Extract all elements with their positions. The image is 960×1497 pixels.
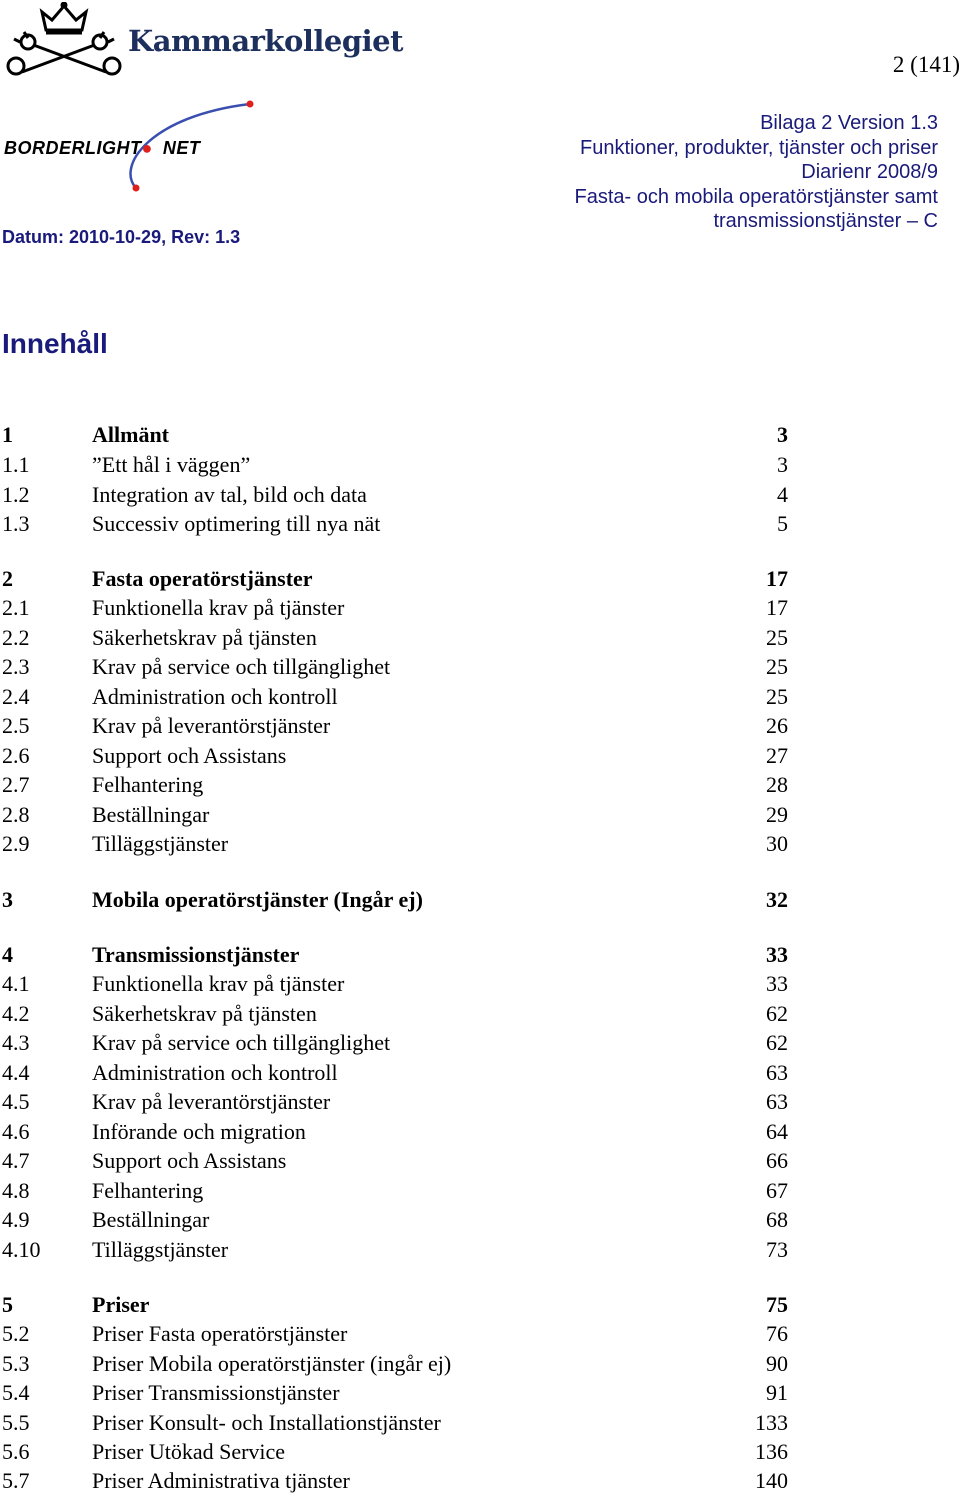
- toc-heading: Innehåll: [2, 328, 108, 359]
- borderlight-dot-icon: ●: [141, 138, 153, 158]
- toc-entry-title: Integration av tal, bild och data: [92, 482, 367, 507]
- toc-entry-title: Fasta operatörstjänster: [92, 566, 313, 591]
- toc-entry-title: Priser: [92, 1292, 150, 1317]
- toc-entry-page: 62: [766, 1001, 788, 1026]
- toc-entry-number: 1.2: [2, 482, 30, 507]
- toc-entry[interactable]: [0, 1088, 788, 1116]
- toc-entry-page: 63: [766, 1060, 788, 1085]
- toc-entry-title: Administration och kontroll: [92, 1060, 338, 1085]
- toc-entry-title: Tilläggstjänster: [92, 1237, 229, 1262]
- toc-entry-page: 4: [777, 482, 788, 507]
- toc-entry-title: Administration och kontroll: [92, 684, 338, 709]
- document-date: Datum: 2010-10-29, Rev: 1.3: [2, 227, 241, 247]
- toc-entry-page: 27: [766, 743, 788, 768]
- toc-entry-page: 136: [755, 1439, 788, 1464]
- toc-entry-title: Priser Fasta operatörstjänster: [92, 1321, 348, 1346]
- toc-entry[interactable]: [0, 1206, 788, 1234]
- toc-entry-number: 5.3: [2, 1351, 30, 1376]
- toc-entry[interactable]: [0, 1467, 788, 1495]
- toc-entry[interactable]: [0, 624, 788, 652]
- toc-entry-number: 2.6: [2, 743, 30, 768]
- toc-entry-number: 4.8: [2, 1178, 30, 1203]
- toc-entry-number: 1.1: [2, 452, 30, 477]
- toc-entry-number: 5.4: [2, 1380, 30, 1405]
- toc-entry-number: 2: [2, 566, 13, 591]
- toc-entry[interactable]: [0, 653, 788, 681]
- borderlight-name: BORDERLIGHT: [4, 138, 142, 158]
- toc-entry-title: Funktionella krav på tjänster: [92, 595, 345, 620]
- toc-entry-page: 33: [766, 971, 788, 996]
- toc-entry-number: 4.2: [2, 1001, 30, 1026]
- toc-entry[interactable]: [0, 565, 788, 593]
- toc-entry[interactable]: [0, 1029, 788, 1057]
- toc-entry-title: Tilläggstjänster: [92, 831, 229, 856]
- toc-entry[interactable]: [0, 1291, 788, 1319]
- toc-entry[interactable]: [0, 801, 788, 829]
- toc-entry[interactable]: [0, 1177, 788, 1205]
- toc-entry-title: Felhantering: [92, 1178, 204, 1203]
- toc-entry-page: 76: [766, 1321, 788, 1346]
- toc-entry-page: 140: [755, 1468, 788, 1493]
- toc-entry-title: Support och Assistans: [92, 1148, 287, 1173]
- header-line: transmissionstjänster – C: [713, 210, 938, 232]
- toc-entry-page: 5: [777, 511, 788, 536]
- toc-entry-number: 2.3: [2, 654, 30, 679]
- toc-entry-title: Priser Administrativa tjänster: [92, 1468, 350, 1493]
- toc-entry-title: Priser Konsult- och Installationstjänster: [92, 1410, 441, 1435]
- toc-entry[interactable]: [0, 712, 788, 740]
- toc-entry-title: Priser Transmissionstjänster: [92, 1380, 340, 1405]
- toc-entry-page: 32: [766, 887, 788, 912]
- toc-entry[interactable]: [0, 594, 788, 622]
- toc-entry-title: Felhantering: [92, 772, 204, 797]
- toc-entry[interactable]: [0, 421, 788, 449]
- toc-entry-page: 33: [766, 942, 788, 967]
- toc-entry-title: Priser Mobila operatörstjänster (ingår ej): [92, 1351, 452, 1376]
- toc-entry-number: 2.5: [2, 713, 30, 738]
- borderlight-net: NET: [162, 138, 201, 158]
- toc-entry[interactable]: [0, 1147, 788, 1175]
- toc-entry[interactable]: [0, 1379, 788, 1407]
- borderlight-logo: [4, 138, 200, 159]
- toc-entry[interactable]: [0, 771, 788, 799]
- header-line: Funktioner, produkter, tjänster och priser: [580, 136, 938, 159]
- toc-entry[interactable]: [0, 941, 788, 969]
- toc-entry-title: Successiv optimering till nya nät: [92, 511, 381, 536]
- document-header-info: [575, 111, 939, 234]
- toc-entry-number: 5.5: [2, 1410, 30, 1435]
- toc-entry-number: 2.7: [2, 772, 30, 797]
- toc-entry[interactable]: [0, 886, 788, 914]
- toc-entry-number: 2.8: [2, 802, 30, 827]
- toc-entry-number: 4.4: [2, 1060, 30, 1085]
- toc-entry-page: 25: [766, 625, 788, 650]
- toc-entry[interactable]: [0, 481, 788, 509]
- toc-entry-page: 64: [766, 1119, 788, 1144]
- toc-entry[interactable]: [0, 970, 788, 998]
- toc-entry[interactable]: [0, 1059, 788, 1087]
- toc-entry-title: Beställningar: [92, 1207, 210, 1232]
- toc-entry[interactable]: [0, 683, 788, 711]
- toc-entry-number: 2.1: [2, 595, 30, 620]
- toc-entry-title: Priser Utökad Service: [92, 1439, 286, 1464]
- toc-entry-number: 5.2: [2, 1321, 30, 1346]
- toc-entry-number: 4.7: [2, 1148, 30, 1173]
- toc-entry-page: 63: [766, 1089, 788, 1114]
- logo-wordmark: Kammarkollegiet: [128, 24, 403, 58]
- toc-entry-title: Support och Assistans: [92, 743, 287, 768]
- kammarkollegiet-logo: [4, 2, 403, 80]
- toc-entry-page: 90: [766, 1351, 788, 1376]
- toc-entry-title: Krav på service och tillgänglighet: [92, 654, 391, 679]
- toc-entry-page: 133: [755, 1410, 788, 1435]
- toc-entry-page: 62: [766, 1030, 788, 1055]
- toc-entry[interactable]: [0, 1350, 788, 1378]
- toc-entry-page: 17: [766, 566, 788, 591]
- toc-entry-number: 3: [2, 887, 13, 912]
- toc-entry-page: 91: [766, 1380, 788, 1405]
- toc-entry-number: 4.6: [2, 1119, 30, 1144]
- toc-entry-page: 25: [766, 684, 788, 709]
- toc-entry-number: 2.2: [2, 625, 30, 650]
- toc-entry[interactable]: [0, 1438, 788, 1466]
- crown-keys-icon: [4, 2, 124, 80]
- toc-entry-title: Transmissionstjänster: [92, 942, 300, 967]
- toc-entry-page: 67: [766, 1178, 788, 1203]
- toc-entry[interactable]: [0, 1320, 788, 1348]
- toc-entry[interactable]: [0, 830, 788, 858]
- toc-entry[interactable]: [0, 451, 788, 479]
- toc-entry[interactable]: [0, 1000, 788, 1028]
- toc-entry-title: Funktionella krav på tjänster: [92, 971, 345, 996]
- toc-entry-title: Allmänt: [92, 422, 169, 447]
- toc-entry-page: 75: [766, 1292, 788, 1317]
- toc-entry-page: 3: [777, 452, 788, 477]
- toc-entry-page: 26: [766, 713, 788, 738]
- header-line: Bilaga 2 Version 1.3: [760, 112, 938, 134]
- toc-entry-title: Införande och migration: [92, 1119, 306, 1144]
- toc-entry-number: 2.4: [2, 684, 30, 709]
- toc-entry-page: 25: [766, 654, 788, 679]
- toc-entry-number: 4.1: [2, 971, 30, 996]
- toc-entry-page: 66: [766, 1148, 788, 1173]
- toc-entry-title: ”Ett hål i väggen”: [92, 452, 251, 477]
- toc-entry[interactable]: [0, 510, 788, 538]
- toc-entry-title: Krav på leverantörstjänster: [92, 1089, 331, 1114]
- toc-entry-number: 4.9: [2, 1207, 30, 1232]
- toc-entry-title: Säkerhetskrav på tjänsten: [92, 1001, 317, 1026]
- toc-entry-number: 5.7: [2, 1468, 30, 1493]
- toc-entry-page: 17: [766, 595, 788, 620]
- toc-entry-page: 3: [777, 422, 788, 447]
- toc-entry-number: 1.3: [2, 511, 30, 536]
- toc-entry[interactable]: [0, 1409, 788, 1437]
- toc-entry-page: 30: [766, 831, 788, 856]
- toc-entry-number: 1: [2, 422, 13, 447]
- toc-entry-title: Krav på service och tillgänglighet: [92, 1030, 391, 1055]
- toc-entry[interactable]: [0, 742, 788, 770]
- header-line: Fasta- och mobila operatörstjänster samt: [574, 185, 938, 208]
- toc-entry-title: Beställningar: [92, 802, 210, 827]
- toc-entry-page: 73: [766, 1237, 788, 1262]
- toc-entry[interactable]: [0, 1236, 788, 1264]
- toc-entry-page: 68: [766, 1207, 788, 1232]
- toc-entry-number: 5: [2, 1292, 13, 1317]
- page-number: 2 (141): [892, 52, 960, 77]
- toc-entry-page: 29: [766, 802, 788, 827]
- toc-entry-number: 2.9: [2, 831, 30, 856]
- header-line: Diarienr 2008/9: [801, 161, 938, 183]
- toc-entry-number: 5.6: [2, 1439, 30, 1464]
- toc-entry-number: 4: [2, 942, 13, 967]
- toc-entry-number: 4.10: [2, 1237, 41, 1262]
- toc-entry-page: 28: [766, 772, 788, 797]
- toc-entry-number: 4.3: [2, 1030, 30, 1055]
- toc-entry-title: Krav på leverantörstjänster: [92, 713, 331, 738]
- toc-entry[interactable]: [0, 1118, 788, 1146]
- toc-entry-number: 4.5: [2, 1089, 30, 1114]
- toc-entry-title: Mobila operatörstjänster (Ingår ej): [92, 887, 423, 912]
- toc-entry-title: Säkerhetskrav på tjänsten: [92, 625, 317, 650]
